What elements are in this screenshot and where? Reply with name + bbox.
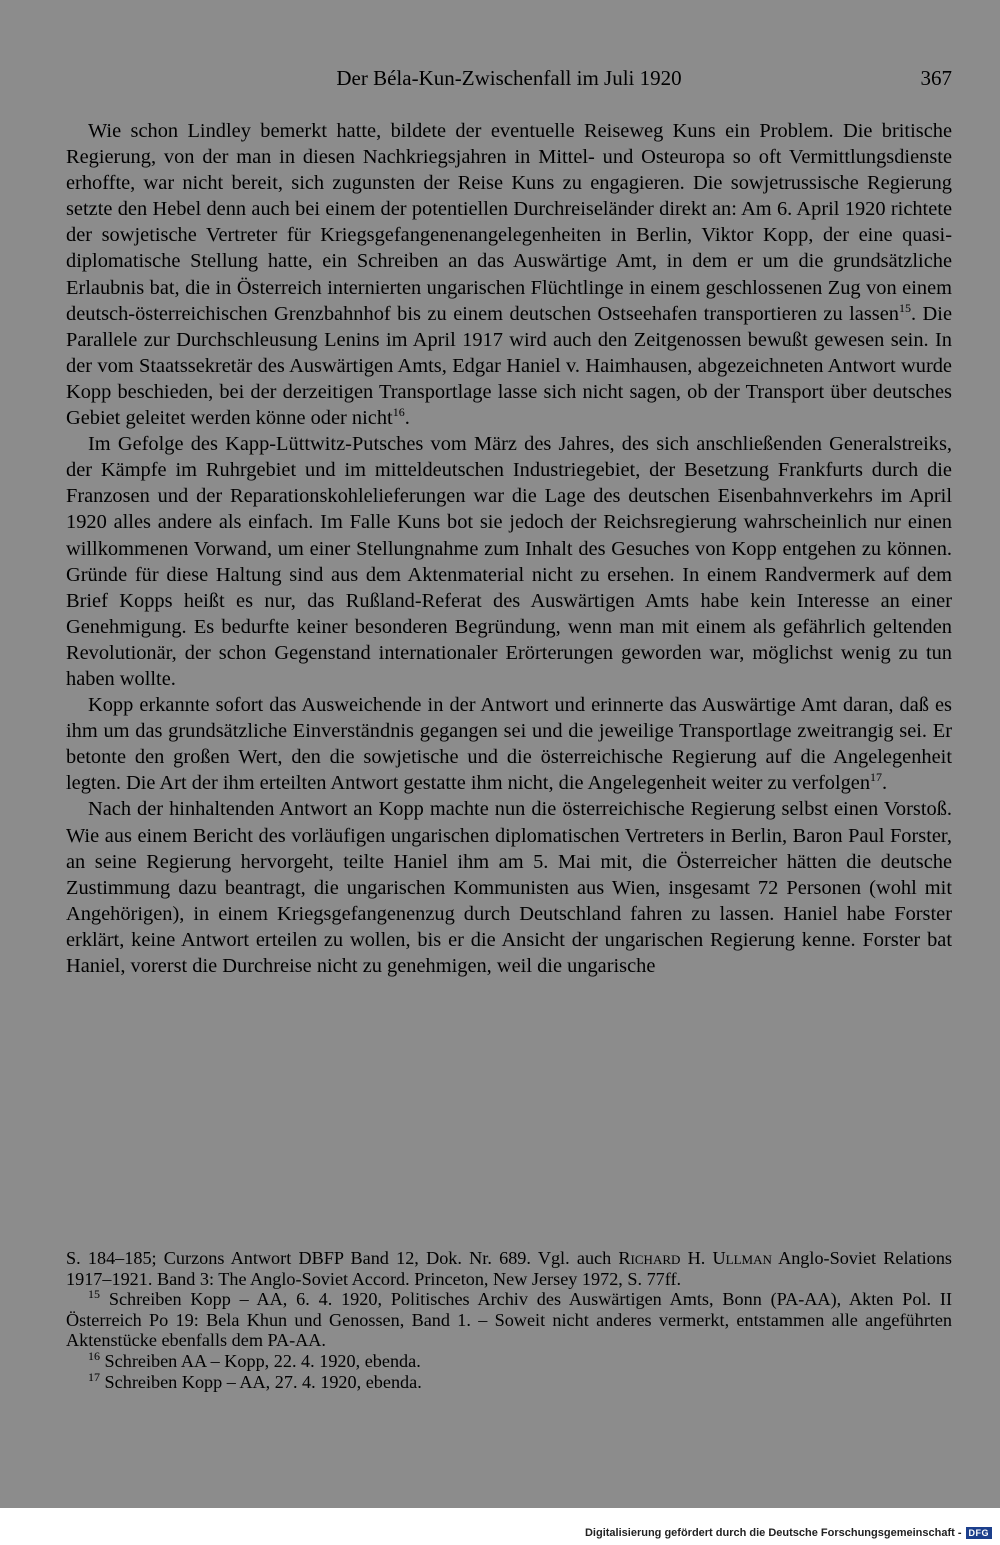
footnote-17-text: Schreiben Kopp – AA, 27. 4. 1920, ebenda. <box>104 1371 422 1392</box>
paragraph-3 <box>66 692 952 796</box>
paragraph-2: Im Gefolge des Kapp-Lüttwitz-Putsches vom März des Jahres, des sich anschließenden Generalstreiks, der Kämpfe im Ruhrgebiet und im mitteldeutschen Industriegebiet, der Besetzung Frankfurts durch die Franzosen und der Reparationskohlelieferungen war die Lage des deutschen Eisenbahnverkehrs im April 1920 alles andere als einfach. Im Falle Kuns bot sie jedoch der Reichsregierung wahrscheinlich nur einen willkommenen Vorwand, um einer Stellungnahme zum Inhalt des Gesuches von Kopp entgehen zu können. Gründe für diese Haltung sind aus dem Aktenmaterial nicht zu ersehen. In einem Randvermerk auf dem Brief Kopps heißt es nur, das Rußland-Referat des Auswärtigen Amts habe kein Interesse an einer Genehmigung. Es bedurfte keiner besonderen Begründung, wenn man mit einem als gefährlich geltenden Revolutionär, der schon Gegenstand internationaler Erörterungen geworden war, möglichst wenig zu tun haben wollte. <box>66 433 952 690</box>
footnote-15 <box>66 1289 952 1351</box>
footnote-number-16: 16 <box>88 1348 100 1363</box>
running-title: Der Béla-Kun-Zwischenfall im Juli 1920 <box>336 66 682 90</box>
paragraph-1 <box>66 118 952 431</box>
footnote-number-15: 15 <box>88 1287 100 1302</box>
footnote-continuation <box>66 1248 952 1289</box>
footnotes <box>66 1248 952 1392</box>
footnote-ref-15: 15 <box>898 300 911 315</box>
footnote-continuation-text-b: Anglo-Soviet Relations 1917–1921. Band 3: The Anglo-Soviet Accord. Princeton, New Jersey 1972, S. 77ff. <box>66 1248 952 1289</box>
paragraph-1-text-a: Wie schon Lindley bemerkt hatte, bildete der eventuelle Reiseweg Kuns ein Problem. Die britische Regierung, von der man in diesen Nachkriegsjahren in Mittel- und Osteuropa so oft Vermittlungsdienste erhoffte, war nicht bereit, sich zugunsten der Reise Kuns zu engagieren. Die sowjetrussische Regierung setzte den Hebel denn auch bei einem der potentiellen Durchreiseländer direkt an: Am 6. April 1920 richtete der sowjetische Vertreter für Kriegsgefangenenangelegenheiten in Berlin, Viktor Kopp, der eine quasi-diplomatische Stellung hatte, ein Schreiben an das Auswärtige Amt, in dem er um die grundsätzliche Erlaubnis bat, die in Österreich internierten ungarischen Flüchtlinge in einem geschlossenen Zug von einem deutsch-österreichischen Grenzbahnhof bis zu einem deutschen Ostseehafen transportieren zu lassen <box>66 120 952 325</box>
digitization-credit: Digitalisierung gefördert durch die Deutsche Forschungsgemeinschaft - <box>584 1527 962 1539</box>
page-number: 367 <box>920 66 952 90</box>
footnote-16 <box>66 1348 952 1372</box>
paragraph-1-text-c: . <box>404 407 410 430</box>
footnote-ref-16: 16 <box>392 405 405 420</box>
body-text <box>66 118 952 979</box>
paragraph-3-text-a: Kopp erkannte sofort das Ausweichende in der Antwort und erinnerte das Auswärtige Amt daran, daß es ihm um das grundsätzliche Einverständnis gegangen sei und die jeweilige Transportlage zweitrangig sei. Er betonte den großen Wert, den die sowjetische und die österreichische Regierung auf die Angelegenheit legten. Die Art der ihm erteilten Antwort gestatte ihm nicht, die Angelegenheit weiter zu verfolgen <box>66 694 952 795</box>
paragraph-4: Nach der hinhaltenden Antwort an Kopp machte nun die österreichische Regierung selbst einen Vorstoß. Wie aus einem Bericht des vorläufigen ungarischen diplomatischen Vertreters in Berlin, Baron Paul Forster, an seine Regierung hervorgeht, teilte Haniel ihm am 5. Mai mit, die Österreicher hätten die deutsche Zustimmung dazu beantragt, die ungarischen Kommunisten aus Wien, insgesamt 72 Personen (wohl mit Angehörigen), in einem Kriegsgefangenenzug durch Deutschland fahren zu lassen. Haniel habe Forster erklärt, keine Antwort erteilen zu wollen, bis er die Ansicht der ungarischen Regierung kenne. Forster bat Haniel, vorerst die Durchreise nicht zu genehmigen, weil die ungarische <box>66 798 952 977</box>
digitization-footer <box>585 1527 992 1539</box>
dfg-logo-icon: DFG <box>966 1527 993 1539</box>
paragraph-3-text-b: . <box>882 772 888 795</box>
footnote-continuation-text-a: S. 184–185; Curzons Antwort DBFP Band 12, Dok. Nr. 689. Vgl. auch <box>66 1248 619 1268</box>
paragraph-1-text-b: . Die Parallele zur Durchschleusung Lenins im April 1917 wird auch den Zeitgenossen bewußt gewesen sein. In der vom Staatssekretär des Auswärtigen Amts, Edgar Haniel v. Haimhausen, abgezeichneten Antwort wurde Kopp beschieden, bei der derzeitigen Transportlage lasse sich nicht sagen, ob der Transport über deutsches Gebiet geleitet werden könne oder nicht <box>66 302 952 430</box>
footnote-16-text: Schreiben AA – Kopp, 22. 4. 1920, ebenda. <box>104 1350 421 1371</box>
footnote-number-17: 17 <box>88 1369 100 1384</box>
footnote-15-text: Schreiben Kopp – AA, 6. 4. 1920, Politisches Archiv des Auswärtigen Amts, Bonn (PA-AA), Akten Pol. II Österreich Po 19: Bela Khun und Genossen, Band 1. – Soweit nicht anderes vermerkt, entstammen alle angeführten Aktenstücke ebenfalls dem PA-AA. <box>66 1289 952 1351</box>
cited-author: Richard H. Ullman <box>618 1248 772 1268</box>
footnote-ref-17: 17 <box>870 770 883 785</box>
footnote-17 <box>66 1369 952 1393</box>
